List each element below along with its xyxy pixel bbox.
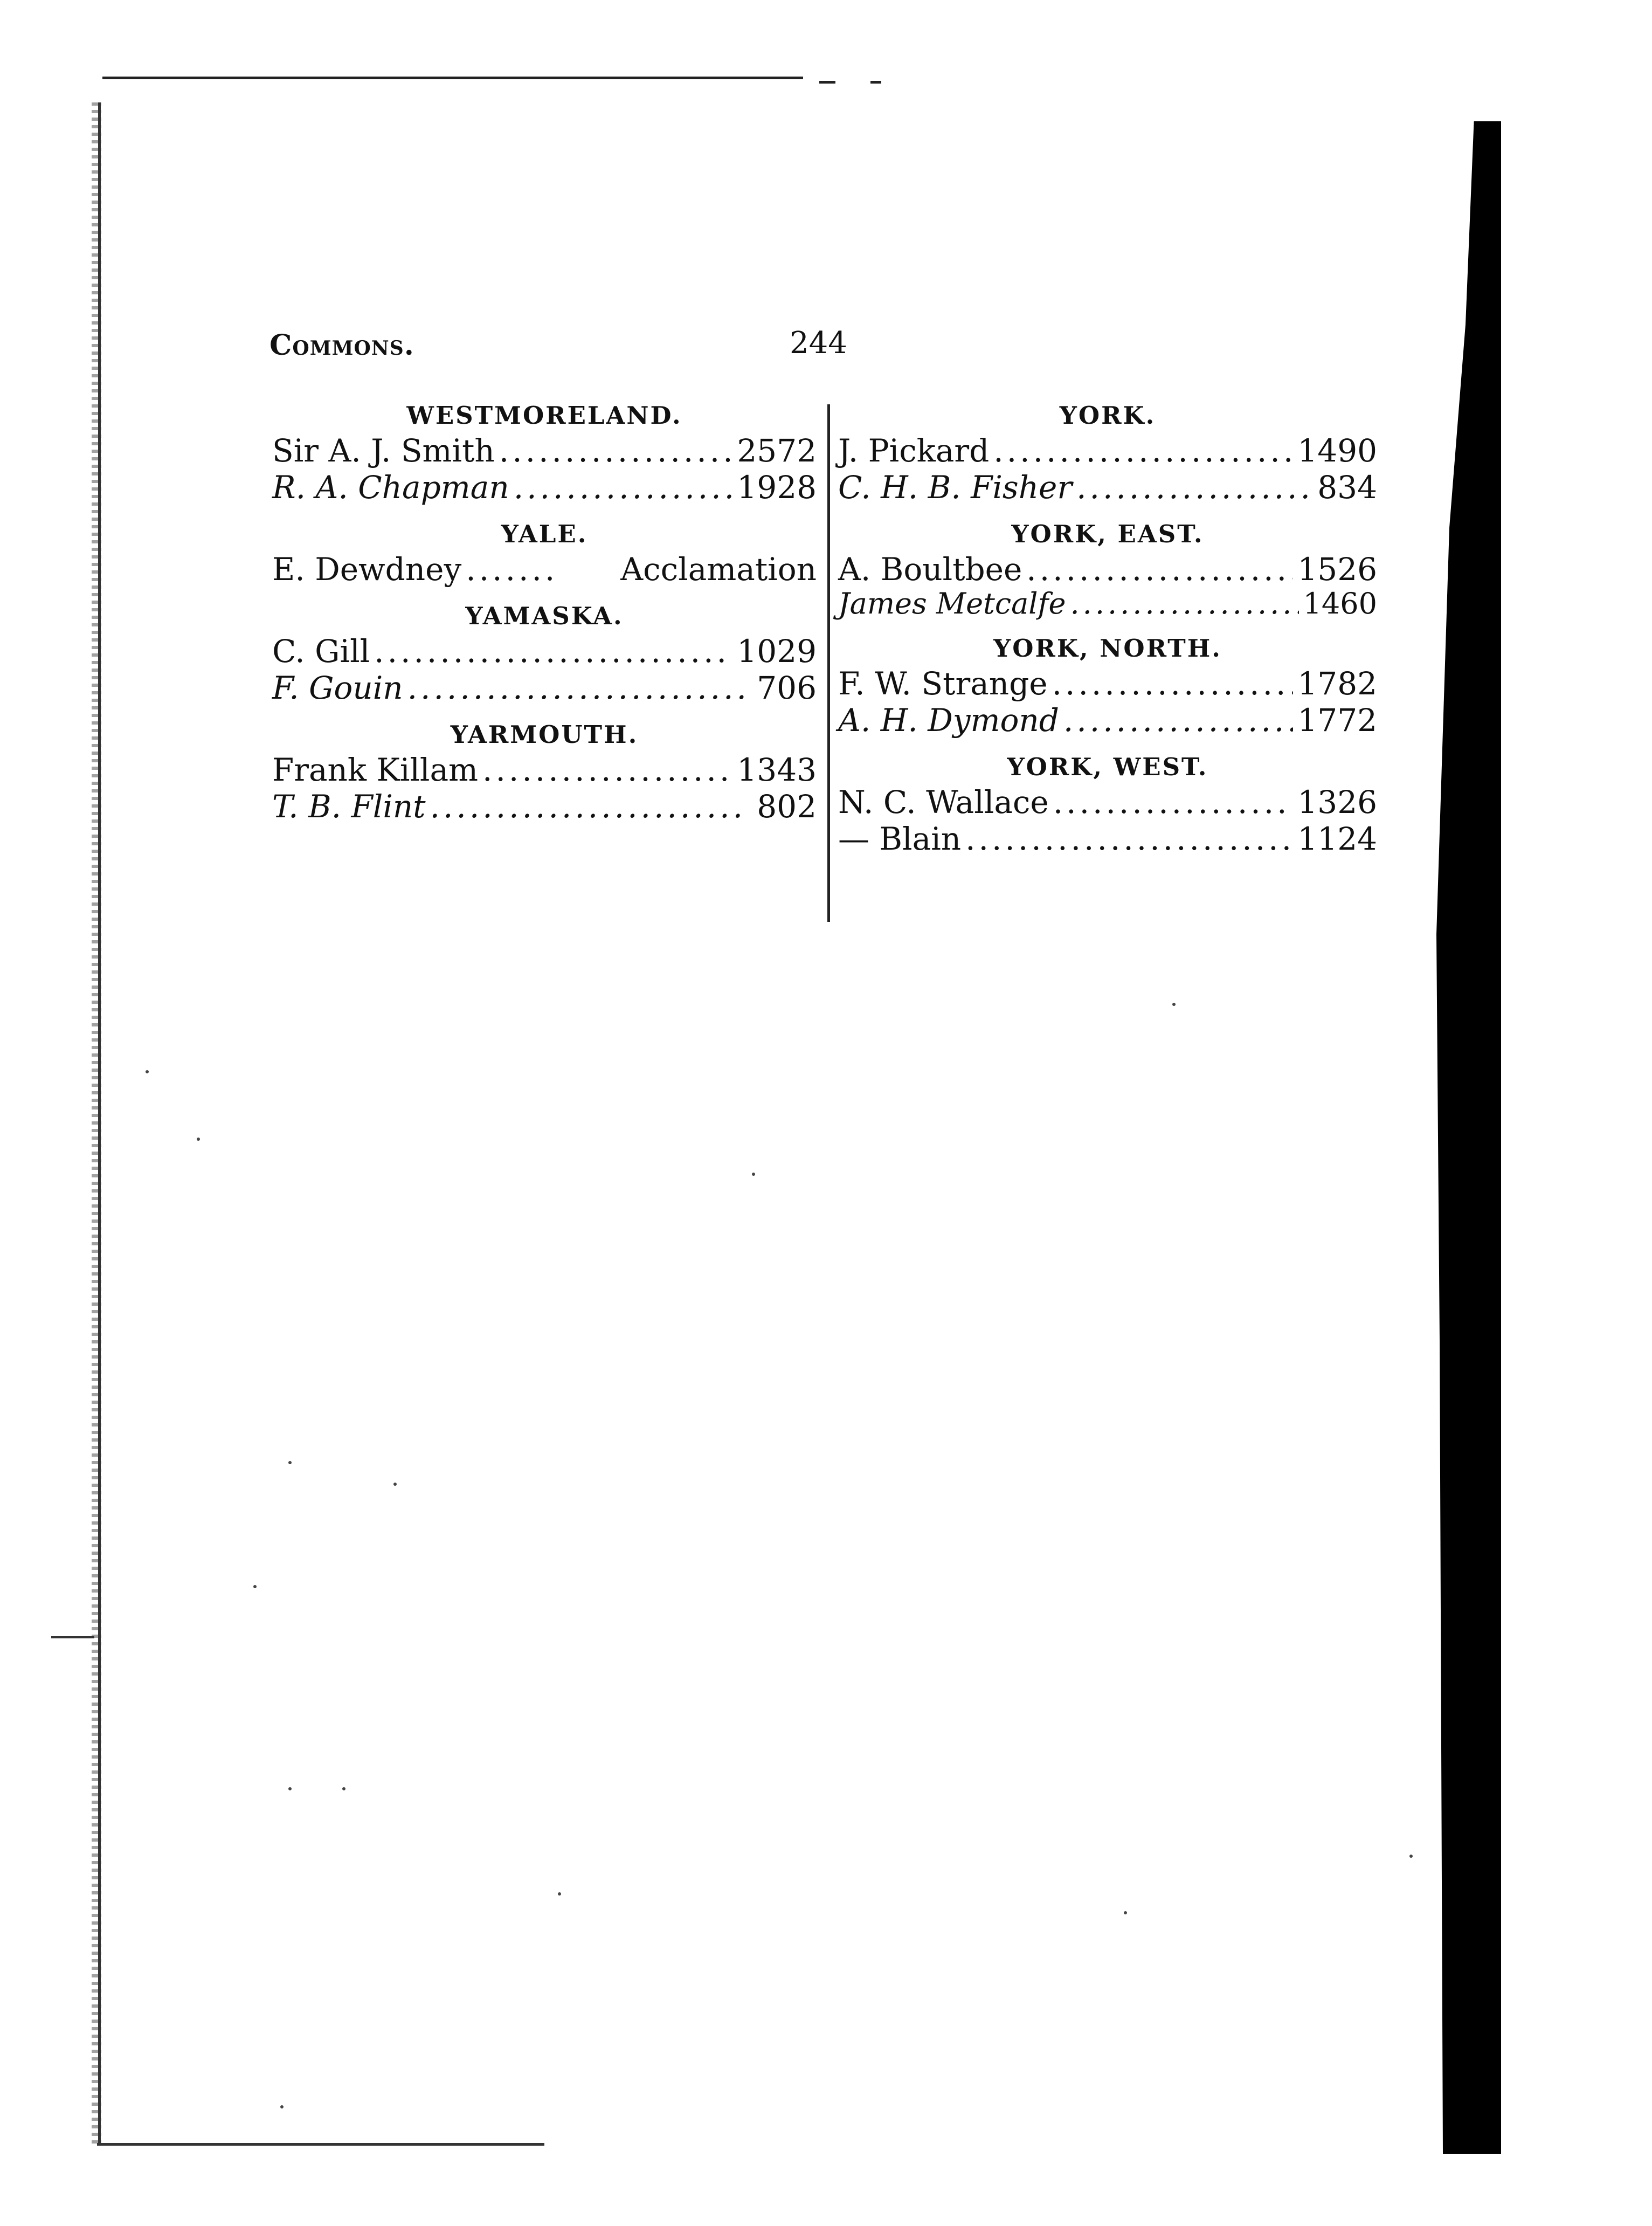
candidate-name: T. B. Flint xyxy=(272,788,426,825)
candidate-name: F. Gouin xyxy=(272,670,403,706)
candidate-row xyxy=(272,670,817,706)
candidate-name: A. H. Dymond xyxy=(838,702,1059,739)
dot-leader xyxy=(1052,665,1294,702)
scan-speck xyxy=(146,1070,149,1073)
candidate-row xyxy=(272,469,817,506)
dot-leader xyxy=(466,551,557,588)
candidate-row xyxy=(838,665,1377,702)
scan-speck xyxy=(1409,1855,1413,1858)
vote-count: 706 xyxy=(757,670,817,706)
vote-count: 1460 xyxy=(1303,587,1377,621)
candidate-row xyxy=(272,788,817,825)
candidate-name: N. C. Wallace xyxy=(838,784,1049,821)
left-column xyxy=(272,399,817,825)
candidate-name: Frank Killam xyxy=(272,752,479,788)
page-header xyxy=(269,326,1374,367)
candidate-row xyxy=(838,469,1377,506)
dot-leader xyxy=(1026,551,1293,588)
candidate-name: R. A. Chapman xyxy=(272,469,509,506)
candidate-name: A. Boultbee xyxy=(838,551,1022,588)
vote-count: 1490 xyxy=(1297,432,1377,469)
scan-speck xyxy=(197,1138,200,1141)
election-results xyxy=(272,399,1377,922)
riding-heading: YALE. xyxy=(501,520,588,548)
riding-heading: YORK, WEST. xyxy=(1007,753,1208,781)
top-border-dash xyxy=(819,81,835,84)
scan-speck xyxy=(558,1892,561,1896)
candidate-row xyxy=(838,551,1377,588)
vote-count: 1326 xyxy=(1297,784,1377,821)
dot-leader xyxy=(993,432,1293,469)
scan-speck xyxy=(342,1787,345,1790)
running-head: Commons. xyxy=(269,329,414,362)
vote-count: 1124 xyxy=(1297,821,1377,857)
riding-heading: WESTMORELAND. xyxy=(406,401,682,430)
vote-count: 1526 xyxy=(1297,551,1377,588)
scan-speck xyxy=(280,2105,284,2108)
candidate-row xyxy=(272,633,817,670)
candidate-name: C. Gill xyxy=(272,633,370,670)
riding-heading: YORK, NORTH. xyxy=(993,634,1222,663)
riding-heading: YORK, EAST. xyxy=(1011,520,1204,548)
dot-leader xyxy=(499,432,733,469)
candidate-row xyxy=(272,752,817,788)
scan-speck xyxy=(752,1173,755,1176)
riding-heading: YARMOUTH. xyxy=(450,720,639,749)
left-margin-tick xyxy=(51,1636,94,1638)
top-border-rule xyxy=(102,77,803,79)
vote-count: 1782 xyxy=(1297,665,1377,702)
column-divider xyxy=(827,404,830,922)
right-column xyxy=(838,399,1377,857)
vote-count: 1343 xyxy=(737,752,817,788)
candidate-name: J. Pickard xyxy=(838,432,990,469)
dot-leader xyxy=(1053,784,1294,821)
scan-speck xyxy=(393,1483,397,1486)
dot-leader xyxy=(514,469,733,506)
dot-leader xyxy=(965,821,1293,857)
vote-count: 1772 xyxy=(1297,702,1377,739)
dot-leader xyxy=(1076,469,1308,506)
dot-leader xyxy=(374,633,732,670)
left-binding-line xyxy=(98,102,101,2146)
vote-count: 2572 xyxy=(737,432,817,469)
vote-count: Acclamation xyxy=(620,551,817,588)
scan-speck xyxy=(288,1461,292,1464)
candidate-row xyxy=(838,784,1377,821)
candidate-name: Sir A. J. Smith xyxy=(272,432,495,469)
riding-heading: YORK. xyxy=(1059,401,1156,430)
candidate-name: C. H. B. Fisher xyxy=(838,469,1073,506)
scan-speck xyxy=(1172,1003,1176,1006)
right-edge-dark-band xyxy=(1436,121,1501,2154)
candidate-row xyxy=(838,821,1377,857)
vote-count: 802 xyxy=(757,788,817,825)
candidate-row xyxy=(272,432,817,469)
candidate-row xyxy=(838,702,1377,739)
candidate-row xyxy=(272,551,817,588)
scan-speck xyxy=(253,1585,257,1588)
page-number: 244 xyxy=(790,326,847,361)
candidate-name: F. W. Strange xyxy=(838,665,1048,702)
dot-leader xyxy=(1063,702,1294,739)
scan-speck xyxy=(1124,1911,1127,1914)
candidate-name: — Blain xyxy=(838,821,962,857)
bottom-border-rule xyxy=(97,2143,544,2146)
candidate-row xyxy=(838,432,1377,469)
top-border-dash xyxy=(870,81,881,84)
candidate-name: E. Dewdney xyxy=(272,551,462,588)
vote-count: 1029 xyxy=(737,633,817,670)
vote-count: 1928 xyxy=(737,469,817,506)
dot-leader xyxy=(1070,588,1298,620)
riding-heading: YAMASKA. xyxy=(465,602,624,630)
dot-leader xyxy=(407,670,748,706)
dot-leader xyxy=(482,752,732,788)
dot-leader xyxy=(430,788,748,825)
candidate-row xyxy=(838,588,1377,620)
scan-speck xyxy=(288,1787,292,1790)
candidate-name: James Metcalfe xyxy=(838,587,1066,621)
vote-count: 834 xyxy=(1317,469,1377,506)
